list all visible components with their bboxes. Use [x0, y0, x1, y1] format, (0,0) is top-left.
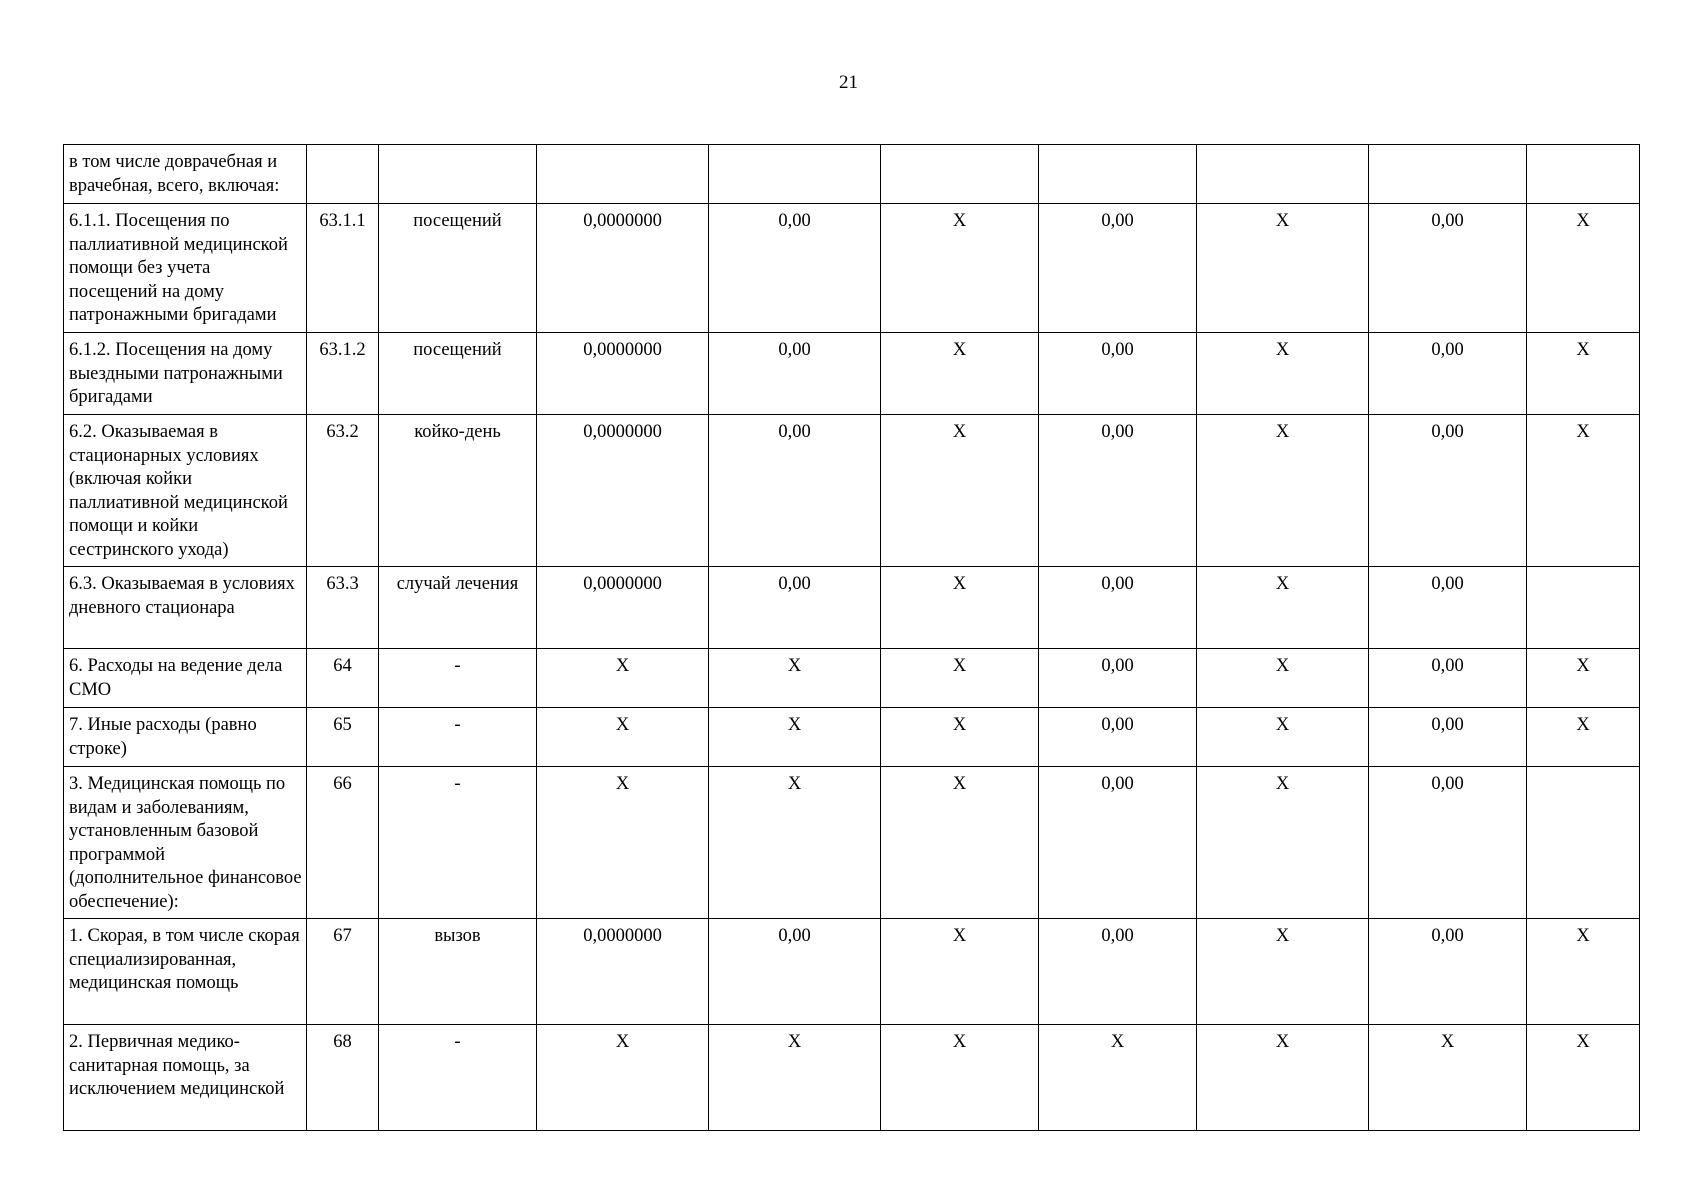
line-code-cell [307, 145, 379, 204]
table-row [64, 649, 1640, 708]
value-cell: 0,00 [1369, 708, 1527, 767]
table-row [64, 333, 1640, 415]
value-cell: 0,00 [709, 919, 881, 1025]
unit-cell: койко-день [379, 415, 537, 567]
value-cell [1369, 145, 1527, 204]
value-cell: X [1197, 204, 1369, 333]
value-cell: X [1197, 415, 1369, 567]
value-cell: 0,00 [709, 567, 881, 649]
value-cell [537, 145, 709, 204]
value-cell: X [881, 204, 1039, 333]
value-cell: X [1369, 1025, 1527, 1131]
table-row [64, 919, 1640, 1025]
row-name-cell: в том числе доврачебная и врачебная, всего, включая: [64, 145, 307, 204]
value-cell: X [881, 567, 1039, 649]
value-cell: 0,00 [1039, 333, 1197, 415]
value-cell: 0,0000000 [537, 567, 709, 649]
value-cell: X [1527, 204, 1640, 333]
value-cell: 0,00 [1369, 333, 1527, 415]
line-code-cell: 63.1.2 [307, 333, 379, 415]
line-code-cell: 68 [307, 1025, 379, 1131]
table-row [64, 1025, 1640, 1131]
value-cell: 0,00 [1369, 204, 1527, 333]
value-cell: X [709, 649, 881, 708]
value-cell [1527, 767, 1640, 919]
value-cell: X [537, 1025, 709, 1131]
table-row [64, 767, 1640, 919]
row-name-cell: 6.2. Оказываемая в стационарных условиях (включая койки паллиативной медицинской помощи и койки сестринского ухода) [64, 415, 307, 567]
value-cell: X [709, 767, 881, 919]
value-cell: X [709, 1025, 881, 1131]
unit-cell: случай лечения [379, 567, 537, 649]
value-cell: X [1527, 1025, 1640, 1131]
value-cell: X [1197, 1025, 1369, 1131]
value-cell: 0,00 [1039, 204, 1197, 333]
value-cell: X [1197, 767, 1369, 919]
value-cell [1527, 145, 1640, 204]
table-body [64, 145, 1640, 1131]
line-code-cell: 64 [307, 649, 379, 708]
line-code-cell: 67 [307, 919, 379, 1025]
value-cell: 0,00 [1369, 649, 1527, 708]
value-cell: 0,00 [1039, 767, 1197, 919]
row-name-cell: 7. Иные расходы (равно строке) [64, 708, 307, 767]
value-cell: X [1197, 919, 1369, 1025]
line-code-cell: 63.2 [307, 415, 379, 567]
unit-cell: посещений [379, 333, 537, 415]
line-code-cell: 63.3 [307, 567, 379, 649]
row-name-cell: 1. Скорая, в том числе скорая специализированная, медицинская помощь [64, 919, 307, 1025]
value-cell: 0,0000000 [537, 919, 709, 1025]
value-cell: 0,00 [1369, 415, 1527, 567]
report-table [63, 144, 1640, 1131]
value-cell: X [537, 649, 709, 708]
row-name-cell: 6.3. Оказываемая в условиях дневного стационара [64, 567, 307, 649]
value-cell: X [1527, 649, 1640, 708]
unit-cell: посещений [379, 204, 537, 333]
row-name-cell: 3. Медицинская помощь по видам и заболеваниям, установленным базовой программой (дополнительное финансовое обеспечение): [64, 767, 307, 919]
value-cell [881, 145, 1039, 204]
line-code-cell: 63.1.1 [307, 204, 379, 333]
value-cell: X [881, 333, 1039, 415]
value-cell: 0,00 [1369, 767, 1527, 919]
value-cell: X [1197, 333, 1369, 415]
page-number: 21 [839, 72, 858, 93]
line-code-cell: 65 [307, 708, 379, 767]
table-row [64, 145, 1640, 204]
value-cell: 0,00 [1039, 415, 1197, 567]
value-cell [709, 145, 881, 204]
value-cell: X [881, 649, 1039, 708]
unit-cell: вызов [379, 919, 537, 1025]
row-name-cell: 2. Первичная медико-санитарная помощь, за исключением медицинской [64, 1025, 307, 1131]
value-cell: 0,0000000 [537, 204, 709, 333]
row-name-cell: 6.1.2. Посещения на дому выездными патронажными бригадами [64, 333, 307, 415]
value-cell: 0,00 [1039, 919, 1197, 1025]
value-cell: 0,0000000 [537, 333, 709, 415]
unit-cell: - [379, 767, 537, 919]
unit-cell [379, 145, 537, 204]
value-cell: X [537, 767, 709, 919]
value-cell: 0,00 [709, 204, 881, 333]
value-cell: X [537, 708, 709, 767]
unit-cell: - [379, 649, 537, 708]
value-cell: X [881, 919, 1039, 1025]
value-cell [1039, 145, 1197, 204]
value-cell: X [1527, 708, 1640, 767]
value-cell: 0,0000000 [537, 415, 709, 567]
row-name-cell: 6. Расходы на ведение дела СМО [64, 649, 307, 708]
table-row [64, 708, 1640, 767]
value-cell: X [1527, 415, 1640, 567]
value-cell [1527, 567, 1640, 649]
line-code-cell: 66 [307, 767, 379, 919]
value-cell: X [1197, 567, 1369, 649]
value-cell: 0,00 [1369, 567, 1527, 649]
value-cell: X [1527, 333, 1640, 415]
value-cell: X [881, 708, 1039, 767]
value-cell: 0,00 [1039, 649, 1197, 708]
value-cell: 0,00 [709, 415, 881, 567]
value-cell: X [709, 708, 881, 767]
value-cell: X [1527, 919, 1640, 1025]
value-cell: 0,00 [1369, 919, 1527, 1025]
value-cell: X [881, 1025, 1039, 1131]
table-row [64, 415, 1640, 567]
value-cell: 0,00 [709, 333, 881, 415]
value-cell [1197, 145, 1369, 204]
row-name-cell: 6.1.1. Посещения по паллиативной медицинской помощи без учета посещений на дому патронажными бригадами [64, 204, 307, 333]
value-cell: X [881, 767, 1039, 919]
value-cell: X [881, 415, 1039, 567]
table-row [64, 567, 1640, 649]
unit-cell: - [379, 1025, 537, 1131]
value-cell: 0,00 [1039, 708, 1197, 767]
value-cell: X [1197, 708, 1369, 767]
value-cell: X [1039, 1025, 1197, 1131]
value-cell: 0,00 [1039, 567, 1197, 649]
table-row [64, 204, 1640, 333]
unit-cell: - [379, 708, 537, 767]
value-cell: X [1197, 649, 1369, 708]
